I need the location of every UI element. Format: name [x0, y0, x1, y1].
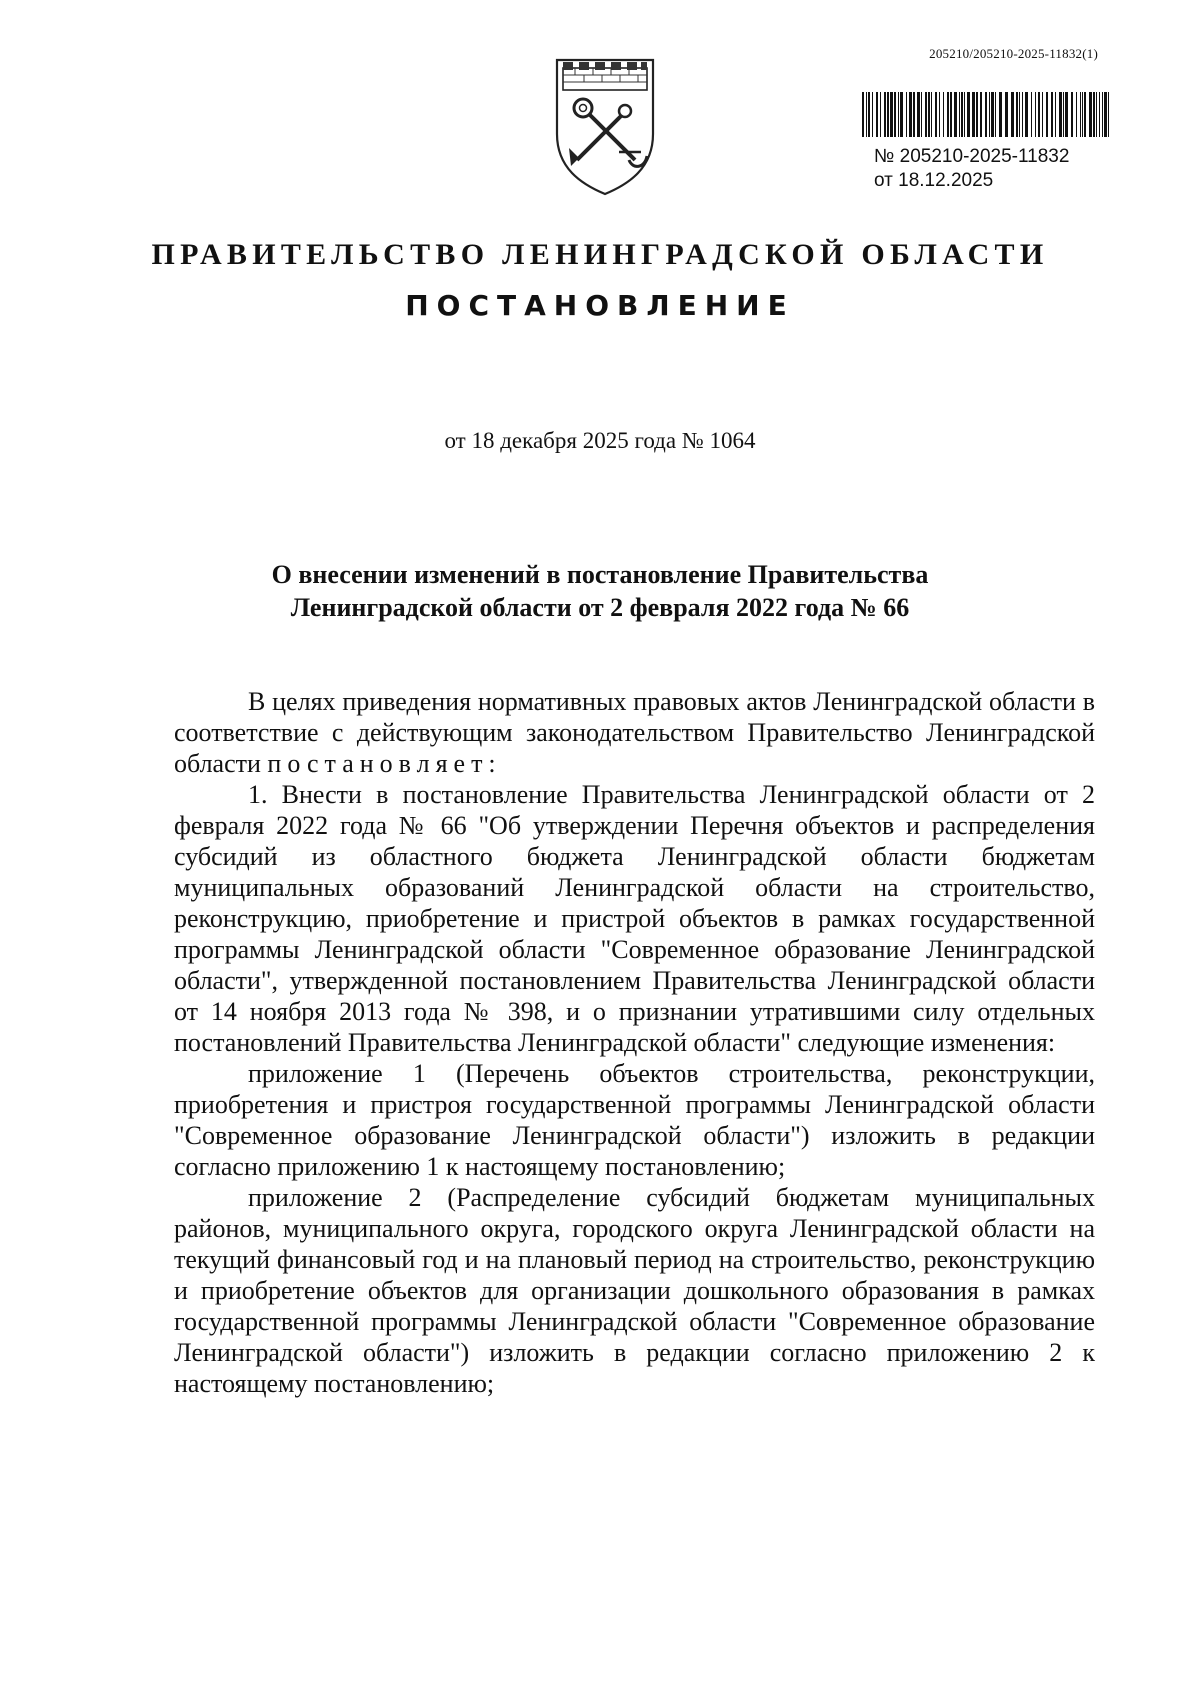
appendix-1-paragraph: приложение 1 (Перечень объектов строительства, реконструкции, приобретения и пристроя государственной программы Ленинградской области "Современное образование Ленинградской области") изложить в редакции согласно приложению 1 к настоящему постановлению; — [174, 1059, 1095, 1181]
coat-of-arms-icon — [549, 56, 661, 196]
preamble-paragraph — [174, 686, 1095, 779]
subject-line-1: О внесении изменений в постановление Правительства — [271, 560, 929, 589]
document-subject — [0, 558, 1200, 624]
document-date-number: от 18 декабря 2025 года № 1064 — [444, 428, 756, 453]
barcode-icon — [862, 92, 1112, 137]
subject-line-2: Ленинградской области от 2 февраля 2022 года № 66 — [290, 593, 910, 622]
registration-id: 205210/205210-2025-11832(1) — [929, 46, 1098, 61]
appendix-2-paragraph: приложение 2 (Распределение субсидий бюджетам муниципальных районов, муниципального округа, городского округа Ленинградской области на текущий финансовый год и на плановый период на строительство, реконструкцию и приобретение объектов для организации дошкольного образования в рамках государственной программы Ленинградской области "Современное образование Ленинградской области") изложить в редакции согласно приложению 2 к настоящему постановлению; — [174, 1183, 1095, 1398]
clause-1-paragraph: 1. Внести в постановление Правительства Ленинградской области от 2 февраля 2022 года № 66 "Об утверждении Перечня объектов и распределения субсидий из областного бюджета Ленинградской области бюджетам муниципальных образований Ленинградской области на строительство, реконструкцию, приобретение и пристрой объектов в рамках государственной программы Ленинградской области "Современное образование Ленинградской области", утвержденной постановлением Правительства Ленинградской области от 14 ноября 2013 года № 398, и о признании утратившими силу отдельных постановлений Правительства Ленинградской области" следующие изменения: — [174, 780, 1095, 1057]
issuer-title: ПРАВИТЕЛЬСТВО ЛЕНИНГРАДСКОЙ ОБЛАСТИ — [151, 238, 1049, 271]
registration-number: № 205210-2025-11832 — [874, 146, 1070, 167]
preamble-text: В целях приведения нормативных правовых актов Ленинградской области в соответствие с действующим законодательством Правительство Ленинградской области — [174, 687, 1095, 778]
decree-keyword: постановляет: — [267, 749, 502, 778]
registration-date: от 18.12.2025 — [874, 170, 994, 191]
document-body — [174, 686, 1095, 1399]
document-type: ПОСТАНОВЛЕНИЕ — [405, 289, 795, 322]
